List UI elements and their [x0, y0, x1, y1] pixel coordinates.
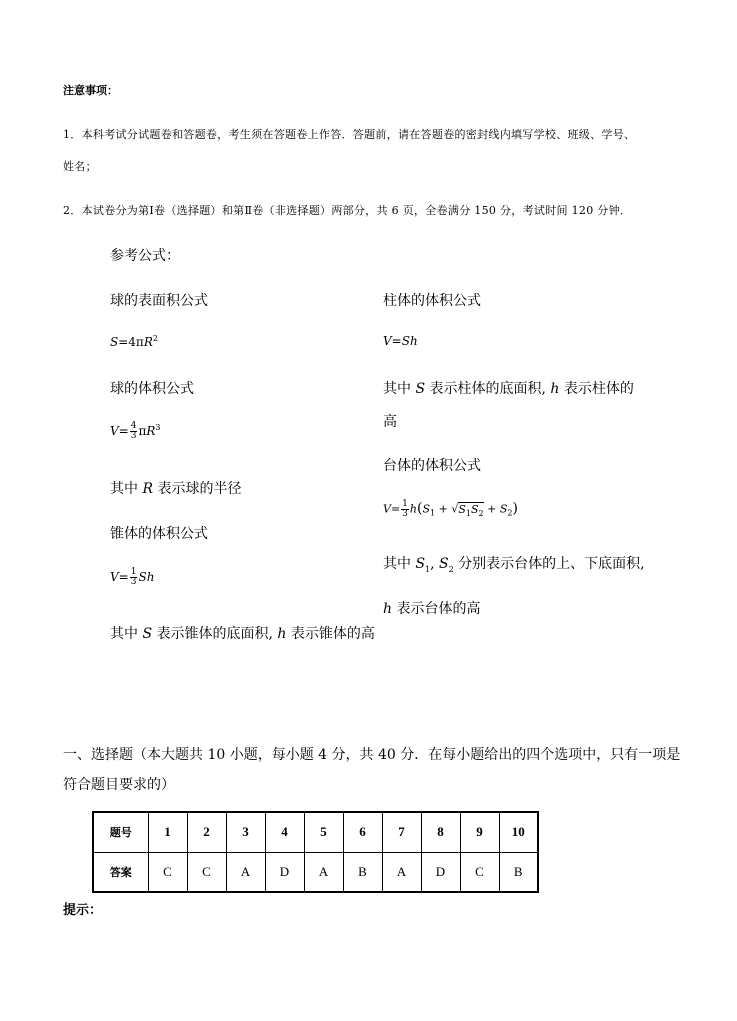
prism-volume-formula: V=Sh [383, 334, 418, 348]
answer-cell: D [265, 852, 304, 892]
notice-item-2: 2．本试卷分为第Ⅰ卷（选择题）和第Ⅱ卷（非选择题）两部分，共 6 页，全卷满分 150 分，考试时间 120 分钟． [63, 204, 632, 217]
question-number-cell: 10 [499, 812, 538, 852]
answer-table [92, 811, 539, 893]
section-1-heading-line-1: 一、选择题（本大题共 10 小题，每小题 4 分，共 40 分．在每小题给出的四个选项中，只有一项是 [63, 747, 681, 763]
answer-cell: A [382, 852, 421, 892]
answer-cell: B [499, 852, 538, 892]
hint-label: 提示： [63, 903, 103, 918]
question-number-cell: 5 [304, 812, 343, 852]
prism-note-line-2: 高 [383, 414, 397, 430]
table-row-label-question: 题号 [93, 812, 148, 852]
prism-note-line-1: 其中 S 表示柱体的底面积, h 表示柱体的 [383, 381, 634, 397]
notice-item-1-line-2: 姓名； [63, 160, 97, 173]
table-row-questions [93, 812, 538, 852]
cone-volume-label: 锥体的体积公式 [110, 526, 208, 542]
frustum-note-line-2: h 表示台体的高 [383, 601, 481, 617]
notice-title: 注意事项： [63, 84, 118, 97]
cone-volume-formula: V= $\frac{1}{3}$ Sh [110, 567, 155, 587]
notice-item-1-line-1: 1．本科考试分试题卷和答题卷，考生须在答题卷上作答．答题前，请在答题卷的密封线内填写学校、班级、学号、 [63, 128, 636, 141]
sphere-area-label: 球的表面积公式 [110, 293, 208, 309]
frustum-volume-label: 台体的体积公式 [383, 458, 481, 474]
section-1-heading-line-2: 符合题目要求的） [63, 777, 175, 793]
frustum-volume-formula: V= $\frac{1}{3}$ $h(S_1 + √S_1S_2 + S_2)$ [383, 499, 518, 519]
question-number-cell: 9 [460, 812, 499, 852]
question-number-cell: 1 [148, 812, 187, 852]
question-number-cell: 4 [265, 812, 304, 852]
answer-cell: C [148, 852, 187, 892]
question-number-cell: 7 [382, 812, 421, 852]
answer-cell: C [460, 852, 499, 892]
question-number-cell: 2 [187, 812, 226, 852]
cone-note: 其中 S 表示锥体的底面积, h 表示锥体的高 [110, 626, 375, 642]
table-row-answers [93, 852, 538, 892]
sphere-volume-formula: V= $\frac{4}{3}$ $\pi R^3$ [110, 421, 161, 441]
sphere-volume-label: 球的体积公式 [110, 381, 194, 397]
table-row-label-answer: 答案 [93, 852, 148, 892]
sphere-note: 其中 R 表示球的半径 [110, 481, 242, 497]
answer-cell: D [421, 852, 460, 892]
formulas-heading: 参考公式： [110, 248, 180, 264]
answer-cell: A [226, 852, 265, 892]
question-number-cell: 3 [226, 812, 265, 852]
answer-cell: A [304, 852, 343, 892]
sphere-area-formula: $S=4\pi R^2$ [110, 334, 158, 349]
question-number-cell: 8 [421, 812, 460, 852]
question-number-cell: 6 [343, 812, 382, 852]
answer-cell: B [343, 852, 382, 892]
answer-cell: C [187, 852, 226, 892]
prism-volume-label: 柱体的体积公式 [383, 293, 481, 309]
frustum-note-line-1: 其中 $S_1$, $S_2$ 分别表示台体的上、下底面积, [383, 556, 645, 574]
